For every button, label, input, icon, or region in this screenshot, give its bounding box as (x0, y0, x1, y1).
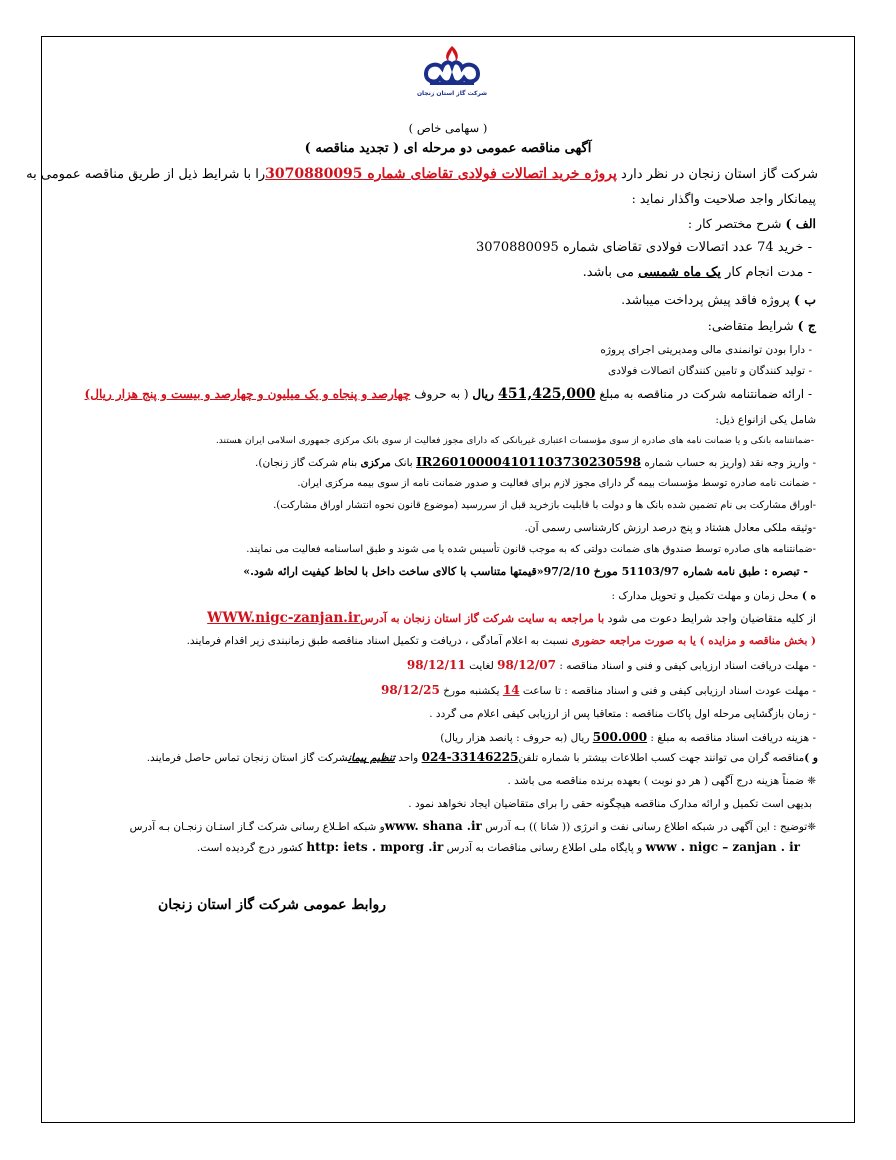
note-line: - تبصره : طبق نامه شماره 51103/97 مورخ 97/2/10«قیمتها متناسب با کالای ساخت داخل با لحاظ کیفیت ارائه شود.» (243, 565, 808, 578)
deadline-return: - مهلت عودت اسناد ارزیابی کیفی و فنی و اسناد مناقصه : تا ساعت 14 یکشنبه مورخ 98/12/25 (381, 683, 816, 697)
opening-time: - زمان بازگشایی مرحله اول پاکات مناقصه : متعاقبا پس از ارزیابی کیفی اعلام می گردد . (429, 708, 816, 720)
nigc-flame-logo-icon (416, 44, 488, 100)
section-c-item-2: - تولید کنندگان و تامین کنندگان اتصالات فولادی (608, 365, 812, 377)
guarantee-type-4: -اوراق مشارکت بی نام تضمین شده بانک ها و دولت با قابلیت بازخرید قبل از سررسید (موضوع قانون نحوه انتشار اوراق مشارکت). (273, 500, 816, 511)
intro-line-1: شرکت گاز استان زنجان در نظر دارد پروژه خرید اتصالات فولادی تقاضای شماره 3070880095را با شرایط ذیل از طریق مناقصه عمومی به (26, 166, 818, 182)
section-a-item-1: - خرید 74 عدد اتصالات فولادی تقاضای شماره 3070880095 (476, 240, 812, 255)
project-title: پروژه خرید اتصالات فولادی تقاضای شماره 3070880095 (265, 166, 617, 182)
section-b: ب ) پروژه فاقد پیش پرداخت میباشد. (621, 292, 816, 307)
deadline-receive: - مهلت دریافت اسناد ارزیابی کیفی و فنی و اسناد مناقصه : 98/12/07 لغایت 98/12/11 (406, 658, 816, 672)
website-link: WWW.nigc-zanjan.ir (207, 610, 361, 626)
note-no-right: بدیهی است تکمیل و ارائه مدارک مناقصه هیچگونه حقی را برای متقاضیان ایجاد نخواهد نمود . (408, 798, 812, 810)
section-v: و )مناقصه گران می توانند جهت کسب اطلاعات بیشتر با شماره تلفن024-33146225 واحد تنظیم پیمانشرکت گاز استان زنجان تماس حاصل فرمایند. (146, 750, 818, 764)
section-a-heading: الف ) شرح مختصر کار : (687, 216, 816, 231)
section-a-item-2: - مدت انجام کار یک ماه شمسی می باشد. (582, 265, 812, 280)
guarantee-type-1: -ضمانتنامه بانکی و یا ضمانت نامه های صادره از سوی مؤسسات اعتباری غیربانکی که دارای مجوز فعالیت از سوی بانک مرکزی جمهوری اسلامی ایران هستند. (215, 435, 814, 446)
guarantee-type-3: - ضمانت نامه صادره توسط مؤسسات بیمه گر دارای مجوز لازم برای فعالیت و صدور ضمانت نامه از سوی بیمه مرکزی ایران. (297, 478, 816, 489)
note-fee: ❈ ضمناً هزینه درج آگهی ( هر دو نوبت ) بعهده برنده مناقصه می باشد . (507, 775, 816, 787)
guarantee-types-title: شامل یکی ازانواع ذیل: (715, 414, 816, 426)
section-h-line-1: از کلیه متقاضیان واجد شرایط دعوت می شود با مراجعه به سایت شرکت گاز استان زنجان به آدرسWWW.nigc-zanjan.ir (207, 610, 816, 626)
footer-signature: روابط عمومی شرکت گاز استان زنجان (157, 897, 386, 913)
section-c-item-1: - دارا بودن توانمندی مالی ومدیریتی اجرای پروژه (600, 344, 812, 356)
section-h-line-2: ( بخش مناقصه و مزایده ) یا به صورت مراجعه حضوری نسبت به اعلام آمادگی ، دریافت و تکمیل اسناد مناقصه طبق زمانبندی زیر اقدام فرمایند. (186, 635, 816, 647)
note-published: ❈توضیح : این آگهی در شبکه اطلاع رسانی نفت و انرژی (( شانا )) بـه آدرس www. shana .irو شبکه اطـلاع رسانی شرکت گـاز استـان زنجـان بـه آدرس (129, 819, 816, 833)
guarantee-type-6: -ضمانتنامه های صادره توسط صندوق های ضمانت دولتی که به موجب قانون تأسیس شده یا می شوند و طبق اساسنامه فعالیت می نمایند. (246, 544, 816, 555)
guarantee-type-2: - واریز وجه نقد (واریز به حساب شماره IR260100004101103730230598 بانک مرکزی بنام شرکت گاز زنجان). (255, 454, 816, 469)
section-h-heading: ه ) محل زمان و مهلت تکمیل و تحویل مدارک : (611, 590, 816, 602)
guarantee-line: - ارائه ضمانتنامه شرکت در مناقصه به مبلغ 451,425,000 ریال ( به حروف چهارصد و پنجاه و یک میلیون و چهارصد و بیست و پنج هزار ریال) (84, 386, 812, 402)
page-title: آگهی مناقصه عمومی دو مرحله ای ( تجدید مناقصه ) (304, 141, 592, 156)
logo-caption: شرکت گاز استان زنجان (416, 90, 488, 97)
section-c-heading: ج ) شرایط متقاضی: (707, 318, 816, 333)
note-sites: www . nigc – zanjan . ir و پایگاه ملی اطلاع رسانی مناقصات به آدرس http: iets . mporg .ir کشور درج گردیده است. (196, 840, 800, 854)
intro-line-2: پیمانکار واجد صلاحیت واگذار نماید : (631, 191, 816, 206)
guarantee-type-5: -وثیقه ملکی معادل هشتاد و پنج درصد ارزش کارشناسی رسمی آن. (524, 522, 816, 534)
company-type: ( سهامی خاص ) (408, 121, 488, 135)
document-fee: - هزینه دریافت اسناد مناقصه به مبلغ : 500.000 ریال (به حروف : پانصد هزار ریال) (440, 730, 816, 744)
